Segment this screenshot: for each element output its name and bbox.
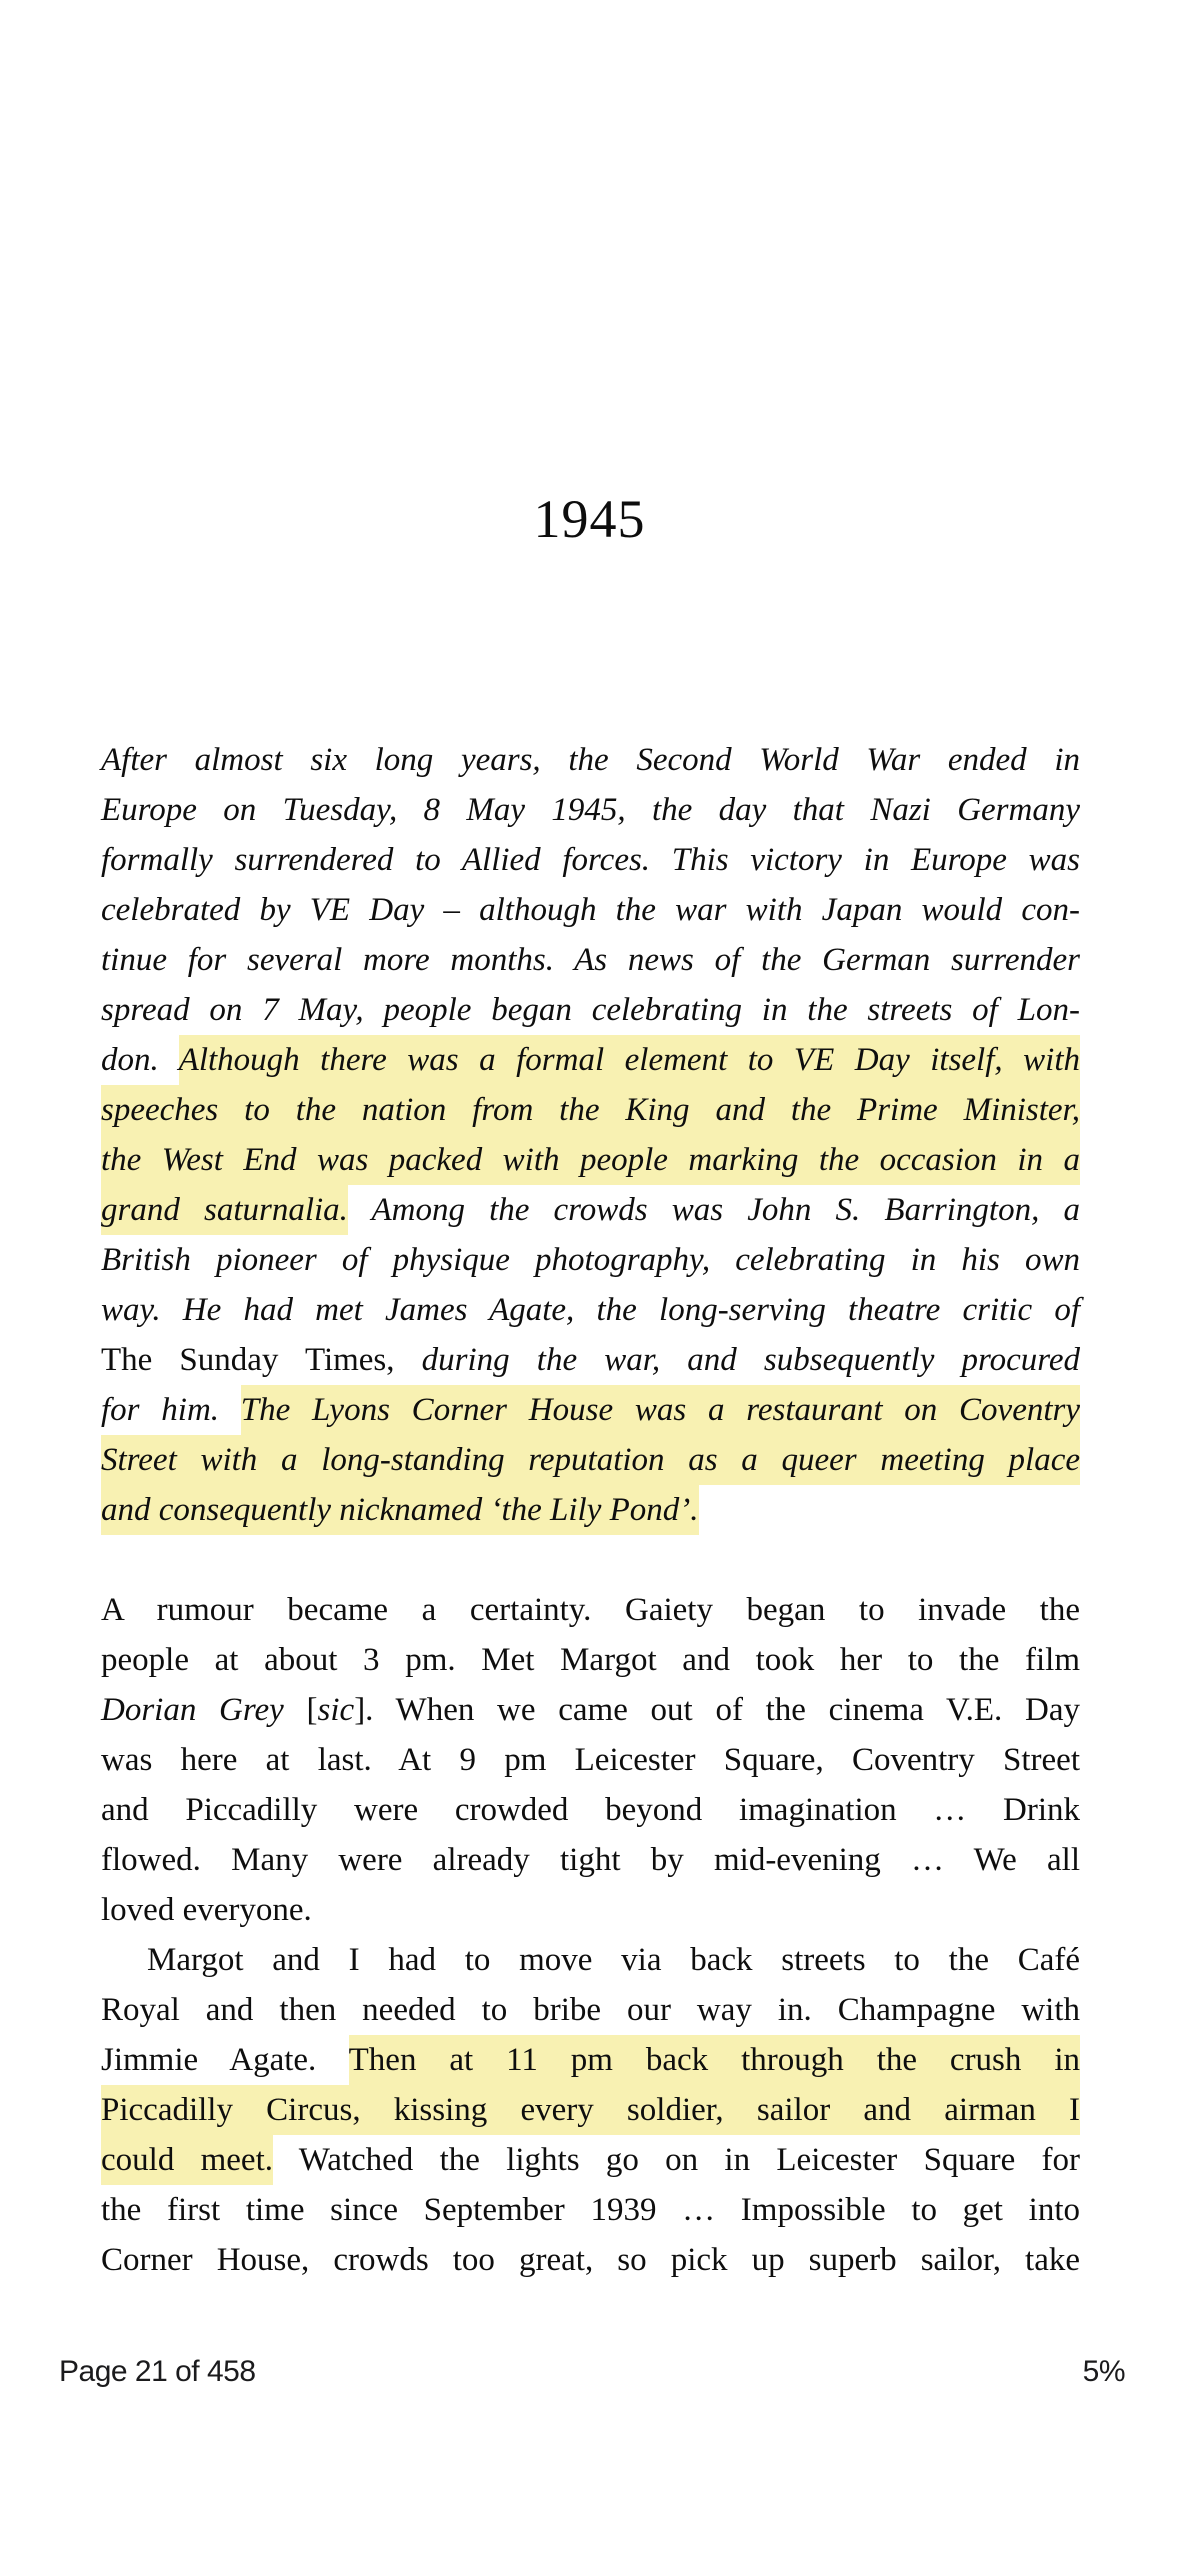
text-segment: Dorian Grey bbox=[101, 1692, 284, 1728]
highlighted-text[interactable]: could meet. bbox=[101, 2135, 273, 2185]
text-segment: ]. When we came out of the cinema V.E. Day bbox=[354, 1692, 1080, 1728]
text-line bbox=[101, 885, 1080, 935]
highlighted-text[interactable]: Street with a long-standing reputation as a queer meeting place bbox=[101, 1435, 1080, 1485]
text-line bbox=[101, 1885, 1080, 1935]
highlighted-text[interactable]: grand saturnalia. bbox=[101, 1185, 348, 1235]
text-segment: the first time since September 1939 … Impossible to get into bbox=[101, 2192, 1080, 2228]
text-line bbox=[101, 1485, 1080, 1535]
paragraph bbox=[101, 1585, 1080, 1935]
text-segment: The Sunday Times, bbox=[101, 1342, 395, 1378]
text-segment: tinue for several more months. As news of the German surrender bbox=[101, 942, 1080, 978]
text-segment: Watched the lights go on in Leicester Square for bbox=[273, 2142, 1080, 2178]
text-segment: flowed. Many were already tight by mid-evening … We all bbox=[101, 1842, 1080, 1878]
text-line bbox=[101, 1335, 1080, 1385]
highlighted-text[interactable]: speeches to the nation from the King and the Prime Minister, bbox=[101, 1085, 1080, 1135]
text-segment: British pioneer of physique photography, celebrating in his own bbox=[101, 1242, 1080, 1278]
text-segment: Corner House, crowds too great, so pick up superb sailor, take bbox=[101, 2242, 1080, 2278]
text-line bbox=[101, 1135, 1080, 1185]
footer-progress-percent: 5% bbox=[1082, 2355, 1125, 2388]
chapter-title: 1945 bbox=[533, 489, 646, 550]
highlighted-text[interactable]: the West End was packed with people marking the occasion in a bbox=[101, 1135, 1080, 1185]
text-segment: sic bbox=[317, 1692, 355, 1728]
highlighted-text[interactable]: The Lyons Corner House was a restaurant on Coventry bbox=[241, 1385, 1080, 1435]
text-segment: Europe on Tuesday, 8 May 1945, the day that Nazi Germany bbox=[101, 792, 1080, 828]
text-line bbox=[101, 1685, 1080, 1735]
text-segment: loved everyone. bbox=[101, 1892, 312, 1928]
text-segment: formally surrendered to Allied forces. This victory in Europe was bbox=[101, 842, 1080, 878]
text-line bbox=[101, 1235, 1080, 1285]
text-line bbox=[101, 985, 1080, 1035]
text-line bbox=[101, 2135, 1080, 2185]
text-segment: was here at last. At 9 pm Leicester Square, Coventry Street bbox=[101, 1742, 1080, 1778]
text-line bbox=[101, 1585, 1080, 1635]
text-line bbox=[101, 1735, 1080, 1785]
highlighted-text[interactable]: and consequently nicknamed ‘the Lily Pond’. bbox=[101, 1485, 699, 1535]
text-segment: [ bbox=[283, 1692, 318, 1728]
text-line bbox=[101, 1435, 1080, 1485]
text-line bbox=[101, 1635, 1080, 1685]
text-line bbox=[101, 2235, 1080, 2285]
text-segment: during the war, and subsequently procured bbox=[394, 1342, 1080, 1378]
text-line bbox=[101, 1285, 1080, 1335]
text-segment: Jimmie Agate. bbox=[101, 2042, 349, 2078]
text-segment: Royal and then needed to bribe our way in. Champagne with bbox=[101, 1992, 1080, 2028]
text-line bbox=[101, 935, 1080, 985]
text-segment: spread on 7 May, people began celebrating in the streets of Lon- bbox=[101, 992, 1080, 1028]
reader-footer bbox=[59, 2355, 1125, 2389]
text-line bbox=[101, 1935, 1080, 1985]
text-segment: celebrated by VE Day – although the war with Japan would con- bbox=[101, 892, 1080, 928]
footer-page-position: Page 21 of 458 bbox=[59, 2355, 256, 2388]
text-line bbox=[101, 1835, 1080, 1885]
text-line bbox=[101, 1985, 1080, 2035]
text-line bbox=[101, 735, 1080, 785]
text-segment: people at about 3 pm. Met Margot and took her to the film bbox=[101, 1642, 1080, 1678]
text-line bbox=[101, 1385, 1080, 1435]
text-line bbox=[101, 835, 1080, 885]
text-segment: Among the crowds was John S. Barrington, a bbox=[347, 1192, 1080, 1228]
text-line bbox=[101, 2185, 1080, 2235]
text-segment: A rumour became a certainty. Gaiety began to invade the bbox=[101, 1592, 1080, 1628]
text-line bbox=[101, 2085, 1080, 2135]
text-line bbox=[101, 1185, 1080, 1235]
highlighted-text[interactable]: Piccadilly Circus, kissing every soldier, sailor and airman I bbox=[101, 2085, 1080, 2135]
text-segment: don. bbox=[101, 1042, 179, 1078]
text-segment: for him. bbox=[101, 1392, 241, 1428]
paragraph bbox=[101, 1935, 1080, 2285]
text-segment: Margot and I had to move via back streets to the Café bbox=[147, 1942, 1080, 1978]
text-segment: and Piccadilly were crowded beyond imagination … Drink bbox=[101, 1792, 1080, 1828]
text-segment: way. He had met James Agate, the long-serving theatre critic of bbox=[101, 1292, 1080, 1328]
text-line bbox=[101, 2035, 1080, 2085]
highlighted-text[interactable]: Then at 11 pm back through the crush in bbox=[349, 2035, 1080, 2085]
text-line bbox=[101, 1035, 1080, 1085]
text-line bbox=[101, 785, 1080, 835]
text-line bbox=[101, 1085, 1080, 1135]
text-line bbox=[101, 1785, 1080, 1835]
book-text bbox=[101, 735, 1080, 2285]
paragraph bbox=[101, 735, 1080, 1535]
text-segment: After almost six long years, the Second World War ended in bbox=[101, 742, 1080, 778]
highlighted-text[interactable]: Although there was a formal element to VE Day itself, with bbox=[179, 1035, 1080, 1085]
